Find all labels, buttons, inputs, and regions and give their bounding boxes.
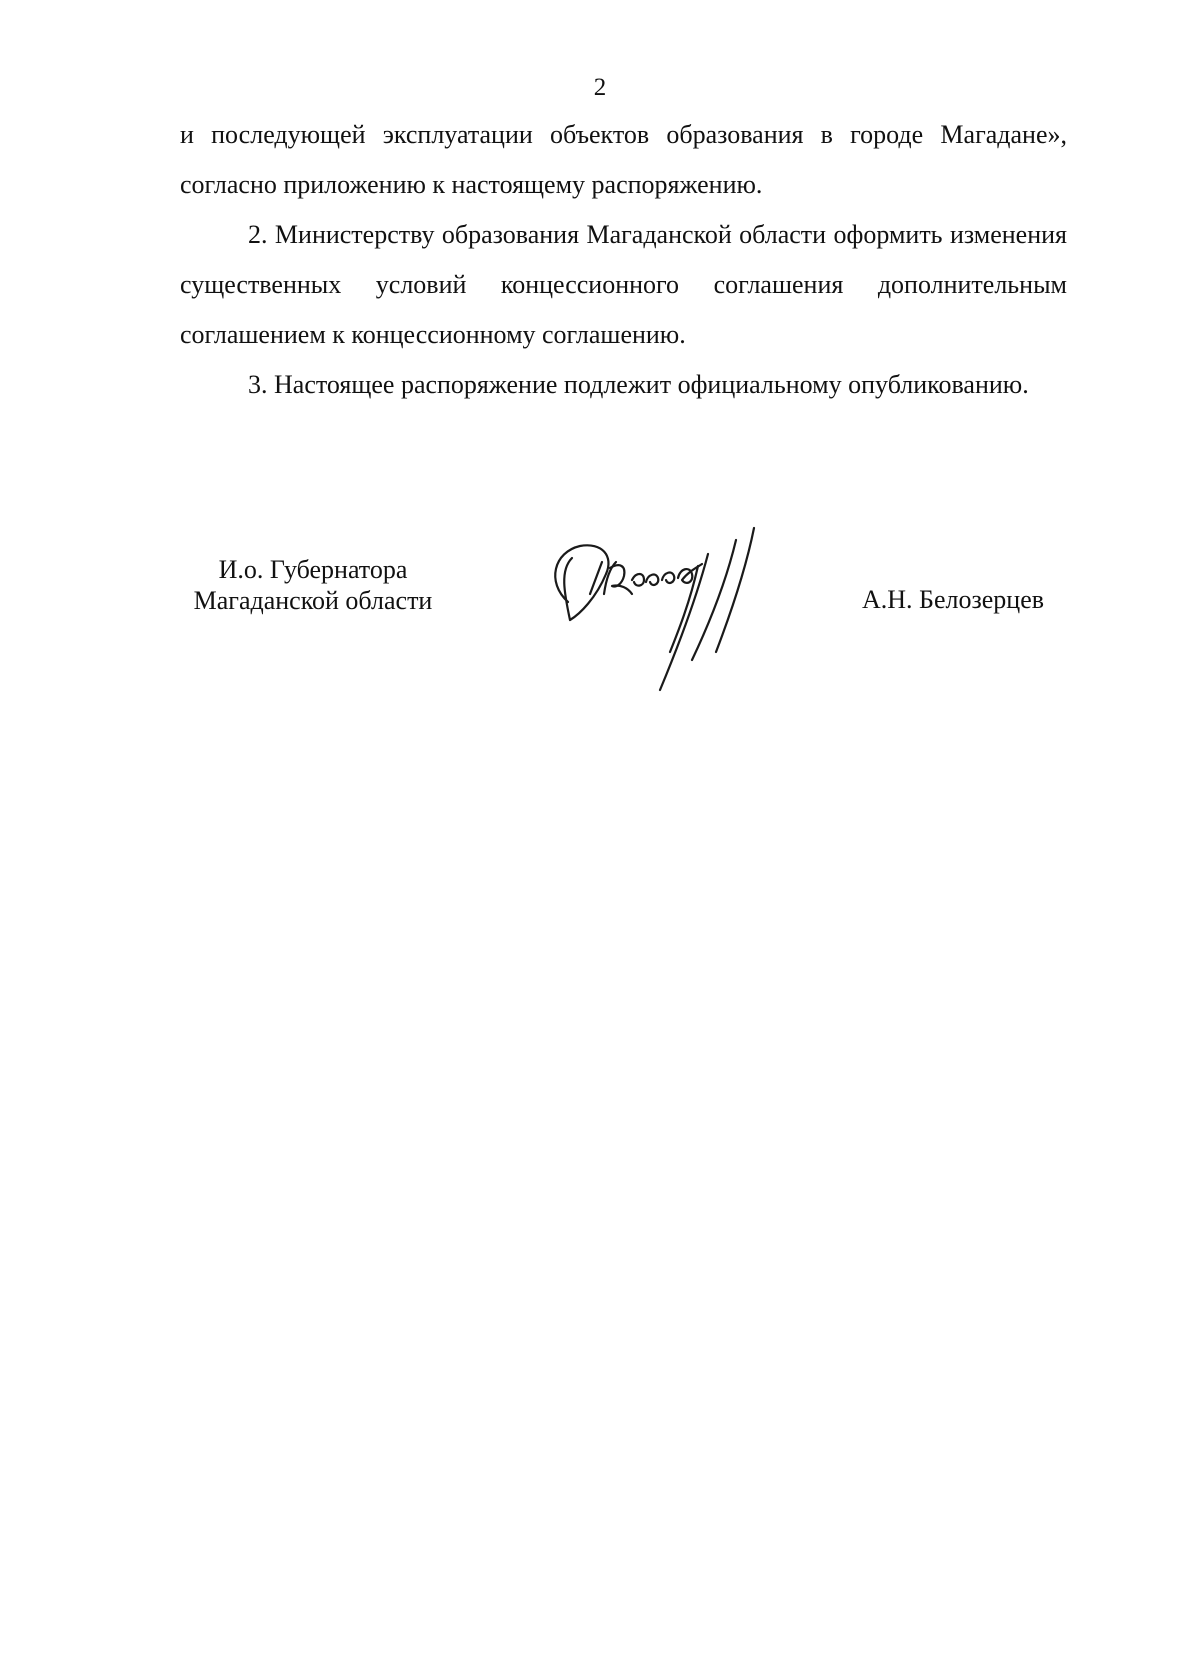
handwritten-signature [540,522,800,712]
paragraph-item-3: 3. Настоящее распоряжение подлежит официальному опубликованию. [248,370,1029,399]
page-number: 2 [593,74,607,101]
signatory-title-line-1: И.о. Губернатора [218,555,408,584]
signature-block [0,540,1200,700]
signatory-name: А.Н. Белозерцев [862,585,1045,614]
signatory-title-line-2: Магаданской области [193,586,433,615]
paragraph-continuation: и последующей эксплуатации объектов образования в городе Магадане», согласно приложению к настоящему распоряжению. [180,120,1067,199]
document-body [180,110,1067,410]
signatory-title [178,554,448,616]
paragraph-item-2: 2. Министерству образования Магаданской области оформить изменения существенных условий концессионного соглашения дополнительным соглашением к концессионному соглашению. [180,220,1067,349]
